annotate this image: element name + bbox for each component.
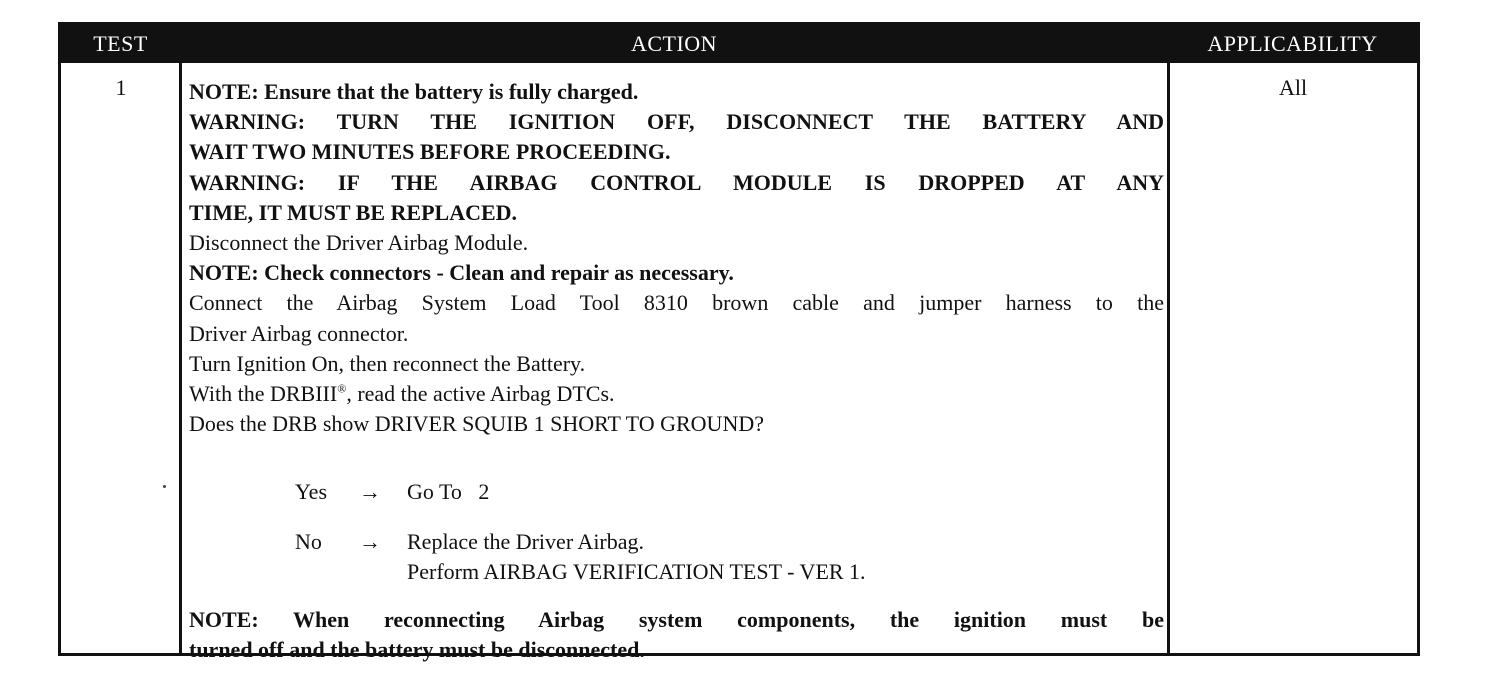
- step-read-dtcs: [189, 379, 1164, 409]
- note-connectors: NOTE: Check connectors - Clean and repair as necessary.: [189, 260, 734, 286]
- no-label: No: [295, 529, 322, 554]
- applicability-value: All: [1278, 75, 1308, 100]
- no-result-2: Perform AIRBAG VERIFICATION TEST - VER 1.: [407, 559, 866, 584]
- column-divider: [179, 63, 182, 653]
- no-result-1: Replace the Driver Airbag.: [407, 529, 645, 554]
- warning-module-line-2: TIME, IT MUST BE REPLACED.: [189, 199, 518, 225]
- final-note: [189, 605, 1164, 665]
- read-dtcs-text: , read the active Airbag DTCs.: [346, 380, 615, 406]
- step-disconnect: Disconnect the Driver Airbag Module.: [189, 229, 529, 255]
- warning-ignition-line-1: WARNING: TURN THE IGNITION OFF, DISCONNECT THE BATTERY AND: [189, 109, 1164, 135]
- step-connect-line-1: Connect the Airbag System Load Tool 8310 brown cable and jumper harness to the: [189, 290, 1164, 316]
- arrow-icon: →: [359, 529, 381, 554]
- scan-speck: [163, 485, 166, 488]
- step-ignition-on: Turn Ignition On, then reconnect the Battery.: [189, 350, 586, 376]
- action-cell: [189, 77, 1164, 663]
- drbiii-text: With the DRBIII: [189, 380, 338, 406]
- final-note-line-1: NOTE: When reconnecting Airbag system components, the ignition must be: [189, 607, 1164, 632]
- header-applicability: APPLICABILITY: [1207, 31, 1378, 56]
- yes-label: Yes: [295, 479, 328, 504]
- registered-mark: ®: [337, 381, 347, 396]
- header-test: TEST: [93, 31, 148, 56]
- arrow-icon: →: [359, 479, 381, 504]
- diagnostic-table: [58, 22, 1420, 663]
- note-battery: NOTE: Ensure that the battery is fully charged.: [189, 79, 639, 104]
- column-divider: [1167, 63, 1170, 653]
- final-note-line-2: turned off and the battery must be disconnected.: [189, 637, 645, 663]
- test-number: 1: [115, 75, 127, 100]
- table-header: [61, 25, 1417, 63]
- yes-result: Go To 2: [407, 479, 490, 504]
- step-connect-line-2: Driver Airbag connector.: [189, 320, 409, 346]
- warning-ignition-line-2: WAIT TWO MINUTES BEFORE PROCEEDING.: [189, 139, 671, 165]
- warning-module-line-1: WARNING: IF THE AIRBAG CONTROL MODULE IS DROPPED AT ANY: [189, 169, 1164, 195]
- question: Does the DRB show DRIVER SQUIB 1 SHORT TO GROUND?: [189, 411, 764, 437]
- header-action: ACTION: [630, 31, 718, 56]
